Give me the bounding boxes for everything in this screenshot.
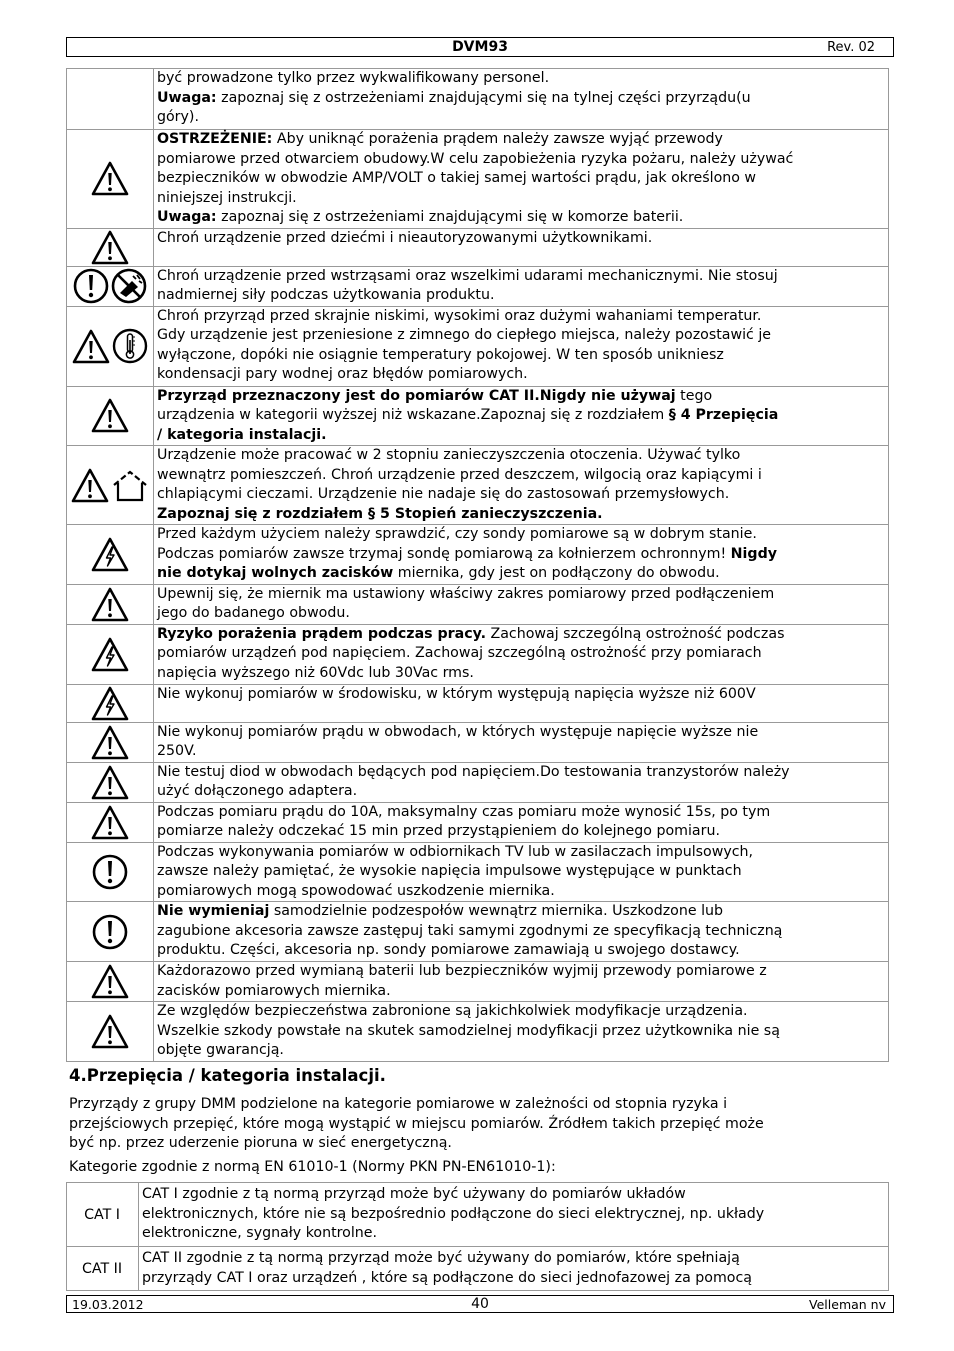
text-run: zapoznaj się z ostrzeżeniami znajdującymi się w komorze baterii.: [216, 209, 684, 225]
warning-line: [157, 664, 884, 684]
warning-line: [157, 189, 884, 209]
text-run: urządzenia w kategorii wyższej niż wskazane.Zapoznaj się z rozdziałem: [157, 407, 669, 423]
warning-line: [157, 644, 884, 664]
text-run: chlapiącymi cieczami. Urządzenie nie nadaje się do zastosowań przemysłowych.: [157, 486, 730, 502]
warning-row: [67, 902, 889, 962]
text-run: zagubione akcesoria zawsze zastępuj taki samymi zgodnymi ze specyfikacją techniczną: [157, 922, 783, 939]
bold-text: Zapoznaj się z rozdziałem § 5 Stopień zanieczyszczenia.: [157, 505, 603, 522]
warning-row: [67, 1002, 889, 1062]
warning-line: [157, 862, 884, 882]
icon-cell: [67, 722, 154, 762]
icon-cell: [67, 762, 154, 802]
bold-text: § 4 Przepięcia: [668, 407, 779, 423]
warning-line: [157, 208, 884, 228]
warning-text: [154, 386, 889, 446]
warning-line: [157, 585, 884, 605]
warning-line: [157, 307, 884, 327]
text-run: Aby uniknąć porażenia prądem należy zawsze wyjąć przewody: [272, 131, 723, 147]
warning-line: [157, 1002, 884, 1022]
text-run: jego do badanego obwodu.: [157, 605, 350, 621]
warning-line: [157, 843, 884, 863]
safety-warnings-table: [66, 68, 889, 1062]
paragraph-line: być np. przez uderzenie pioruna w sieć energetyczną.: [69, 1135, 452, 1151]
category-row: [67, 1247, 889, 1291]
description-line: CAT II zgodnie z tą normą przyrząd może być używany do pomiarów, które spełniają: [142, 1250, 740, 1266]
indoor-use-icon: [110, 477, 150, 493]
warning-line: [157, 267, 884, 287]
warning-line: [157, 130, 884, 150]
bold-text: Ryzyko porażenia prądem podczas pracy.: [157, 625, 486, 642]
bold-text: Uwaga:: [157, 209, 217, 225]
text-run: nadmiernej siły podczas użytkowania produktu.: [157, 287, 495, 303]
text-run: Upewnij się, że miernik ma ustawiony właściwy zakres pomiarowy przed podłączeniem: [157, 585, 775, 602]
category-description: [139, 1247, 889, 1291]
icon-cell: [67, 902, 154, 962]
warning-line: [157, 982, 884, 1002]
warning-line: [157, 466, 884, 486]
warning-line: [157, 108, 884, 128]
text-run: Chroń przyrząd przed skrajnie niskimi, wysokimi oraz dużymi wahaniami temperatur.: [157, 307, 762, 324]
warning-text: [154, 624, 889, 684]
warning-icon: [90, 596, 130, 612]
page-footer: [66, 1295, 894, 1313]
text-run: wyłączone, dopóki nie osiągnie temperatury pokojowej. W ten sposób unikniesz: [157, 346, 724, 363]
warning-text: [154, 130, 889, 229]
warning-row: [67, 762, 889, 802]
text-run: bezpieczników w obwodzie AMP/VOLT o takiej samej wartości prądu, jak określono w: [157, 170, 757, 186]
text-run: pomiarowe przed otwarciem obudowy.W celu zapobieżenia ryzyka pożaru, należy używać: [157, 150, 794, 167]
text-run: Chroń urządzenie przed wstrząsami oraz wszelkimi udarami mechanicznymi. Nie stosuj: [157, 267, 778, 284]
warning-icon: [90, 1023, 130, 1039]
text-run: Gdy urządzenie jest przeniesione z zimnego do ciepłego miejsca, należy pozostawić je: [157, 327, 772, 343]
warning-row: [67, 802, 889, 842]
warning-text: [154, 902, 889, 962]
text-run: Przed każdym użyciem należy sprawdzić, czy sondy pomiarowe są w dobrym stanie.: [157, 526, 757, 542]
bold-text: / kategoria instalacji.: [157, 426, 327, 443]
text-run: zacisków pomiarowych miernika.: [157, 982, 391, 999]
text-run: Każdorazowo przed wymianą baterii lub bezpieczników wyjmij przewody pomiarowe z: [157, 963, 767, 979]
text-run: zapoznaj się z ostrzeżeniami znajdującymi się na tylnej części przyrządu(u: [216, 89, 751, 106]
warning-row: [67, 446, 889, 525]
warning-text: [154, 1002, 889, 1062]
description-line: elektronicznych, które nie są bezpośrednio podłączone do sieci elektrycznej, np. układy: [142, 1205, 765, 1222]
warning-row: [67, 130, 889, 229]
warning-text: [154, 525, 889, 585]
warning-row: [67, 684, 889, 722]
warning-row: [67, 584, 889, 624]
caution-icon: [91, 924, 129, 940]
warning-line: [157, 505, 884, 525]
category-row: [67, 1183, 889, 1247]
warning-row: [67, 69, 889, 130]
warning-line: [157, 902, 884, 922]
footer-brand: Velleman nv: [809, 1297, 886, 1312]
text-run: tego: [675, 387, 713, 404]
warning-line: [157, 525, 884, 545]
warning-text: [154, 306, 889, 386]
text-run: Nie wykonuj pomiarów w środowisku, w którym występują napięcia wyższe niż 600V: [157, 685, 756, 702]
warning-line: [157, 229, 884, 249]
text-run: użyć dołączonego adaptera.: [157, 783, 358, 799]
icon-cell: [67, 1002, 154, 1062]
category-label: CAT II: [67, 1247, 139, 1291]
text-run: być prowadzone tylko przez wykwalifikowany personel.: [157, 70, 550, 86]
warning-row: [67, 266, 889, 306]
warning-icon: [90, 814, 130, 830]
page-header: [66, 37, 894, 57]
warning-line: [157, 685, 884, 705]
warning-text: [154, 446, 889, 525]
warning-line: [157, 446, 884, 466]
warning-row: [67, 228, 889, 266]
warning-line: [157, 387, 884, 407]
revision-label: Rev. 02: [827, 40, 875, 55]
text-run: pomiarze należy odczekać 15 min przed przystąpieniem do kolejnego pomiaru.: [157, 823, 720, 839]
section-intro-paragraph: [69, 1095, 889, 1154]
warning-icon: [71, 338, 111, 354]
icon-cell: [67, 684, 154, 722]
warning-text: [154, 584, 889, 624]
text-run: zawsze należy pamiętać, że wysokie napięcia impulsowe występujące w punktach: [157, 863, 742, 879]
warning-line: [157, 962, 884, 982]
description-line: CAT I zgodnie z tą normą przyrząd może być używany do pomiarów układów: [142, 1186, 686, 1202]
warning-icon: [90, 774, 130, 790]
text-run: wewnątrz pomieszczeń. Chroń urządzenie przed deszczem, wilgocią oraz kapiącymi i: [157, 466, 762, 483]
warning-line: [157, 822, 884, 842]
icon-cell: [67, 69, 154, 130]
text-run: Nie wykonuj pomiarów prądu w obwodach, w których występuje napięcie wyższe nie: [157, 723, 759, 740]
warning-line: [157, 89, 884, 109]
warning-row: [67, 722, 889, 762]
warning-row: [67, 306, 889, 386]
section-heading: 4.Przepięcia / kategoria instalacji.: [69, 1066, 386, 1085]
warning-row: [67, 386, 889, 446]
thermometer-icon: [111, 338, 149, 354]
text-run: objęte gwarancją.: [157, 1042, 284, 1058]
warning-line: [157, 723, 884, 743]
warning-line: [157, 922, 884, 942]
text-run: napięcia wyższego niż 60Vdc lub 30Vac rms.: [157, 664, 474, 681]
warning-row: [67, 842, 889, 902]
warning-line: [157, 346, 884, 366]
bold-text: Nigdy: [730, 545, 777, 562]
text-run: góry).: [157, 109, 199, 125]
paragraph-line: Przyrządy z grupy DMM podzielone na kategorie pomiarowe w zależności od stopnia ryzyka i: [69, 1096, 728, 1112]
text-run: Chroń urządzenie przed dziećmi i nieautoryzowanymi użytkownikami.: [157, 229, 653, 246]
text-run: Podczas wykonywania pomiarów w odbiornikach TV lub w zasilaczach impulsowych,: [157, 843, 754, 860]
icon-cell: [67, 802, 154, 842]
warning-icon: [90, 408, 130, 424]
bold-text: Przyrząd przeznaczony jest do pomiarów CAT II.Nigdy nie używaj: [157, 387, 676, 404]
warning-text: [154, 962, 889, 1002]
warning-row: [67, 962, 889, 1002]
text-run: pomiarowych mogą spowodować uszkodzenie miernika.: [157, 882, 555, 899]
caution-icon: [72, 278, 110, 294]
bold-text: nie dotykaj wolnych zacisków: [157, 565, 394, 581]
warning-line: [157, 941, 884, 961]
text-run: 250V.: [157, 743, 197, 759]
footer-date: 19.03.2012: [72, 1297, 144, 1312]
warning-line: [157, 782, 884, 802]
text-run: samodzielnie podzespołów wewnątrz miernika. Uszkodzone lub: [269, 903, 724, 919]
text-run: produktu. Części, akcesoria np. sondy pomiarowe zamawiają u swojego dostawcy.: [157, 942, 740, 958]
icon-cell: [67, 962, 154, 1002]
text-run: Nie testuj diod w obwodach będących pod napięciem.Do testowania tranzystorów należy: [157, 763, 790, 780]
high-voltage-icon: [90, 546, 130, 562]
text-run: Urządzenie może pracować w 2 stopniu zanieczyszczenia otoczenia. Używać tylko: [157, 447, 741, 463]
icon-cell: [67, 266, 154, 306]
text-run: Podczas pomiaru prądu do 10A, maksymalny czas pomiaru może wynosić 15s, po tym: [157, 803, 771, 820]
warning-line: [157, 742, 884, 762]
warning-line: [157, 882, 884, 902]
bold-text: Nie wymieniaj: [157, 903, 270, 919]
warning-icon: [90, 974, 130, 990]
warning-row: [67, 624, 889, 684]
warning-line: [157, 485, 884, 505]
icon-cell: [67, 525, 154, 585]
icon-cell: [67, 842, 154, 902]
warning-icon: [70, 477, 110, 493]
warning-text: [154, 842, 889, 902]
description-line: przyrządy CAT I oraz urządzeń , które są podłączone do sieci jednofazowej za pomocą: [142, 1269, 752, 1286]
warning-line: [157, 426, 884, 446]
text-run: Wszelkie szkody powstałe na skutek samodzielnej modyfikacji przez użytkownika nie są: [157, 1022, 780, 1039]
warning-line: [157, 564, 884, 584]
warning-line: [157, 365, 884, 385]
warning-line: [157, 604, 884, 624]
warning-text: [154, 722, 889, 762]
icon-cell: [67, 130, 154, 229]
text-run: niniejszej instrukcji.: [157, 189, 297, 206]
text-run: pomiarów urządzeń pod napięciem. Zachowaj szczególną ostrożność przy pomiarach: [157, 645, 762, 661]
categories-table: [66, 1182, 889, 1291]
warning-icon: [90, 239, 130, 255]
warning-line: [157, 803, 884, 823]
warning-text: [154, 802, 889, 842]
warning-icon: [90, 171, 130, 187]
warning-line: [157, 150, 884, 170]
warning-text: [154, 762, 889, 802]
warning-row: [67, 525, 889, 585]
warning-text: [154, 266, 889, 306]
warning-text: [154, 684, 889, 722]
icon-cell: [67, 446, 154, 525]
warning-line: [157, 763, 884, 783]
warning-line: [157, 625, 884, 645]
warning-line: [157, 1041, 884, 1061]
icon-cell: [67, 228, 154, 266]
icon-cell: [67, 306, 154, 386]
warning-text: [154, 69, 889, 130]
warning-line: [157, 169, 884, 189]
page-number: 40: [471, 1296, 489, 1312]
warning-line: [157, 286, 884, 306]
warning-icon: [90, 734, 130, 750]
warning-line: [157, 545, 884, 565]
warning-line: [157, 69, 884, 89]
category-description: [139, 1183, 889, 1247]
document-title: DVM93: [452, 39, 508, 55]
bold-text: Uwaga:: [157, 89, 217, 106]
text-run: kondensacji pary wodnej oraz błędów pomiarowych.: [157, 366, 528, 382]
icon-cell: [67, 624, 154, 684]
warning-line: [157, 1022, 884, 1042]
categories-intro: Kategorie zgodnie z normą EN 61010-1 (Normy PKN PN-EN61010-1):: [69, 1159, 556, 1175]
warning-line: [157, 326, 884, 346]
icon-cell: [67, 386, 154, 446]
text-run: Podczas pomiarów zawsze trzymaj sondę pomiarową za kołnierzem ochronnym!: [157, 545, 731, 562]
text-run: Ze względów bezpieczeństwa zabronione są jakichkolwiek modyfikacje urządzenia.: [157, 1003, 748, 1019]
warning-text: [154, 228, 889, 266]
category-label: CAT I: [67, 1183, 139, 1247]
paragraph-line: przejściowych przepięć, które mogą wystąpić w miejscu pomiarów. Źródłem takich przepięć może: [69, 1115, 764, 1132]
caution-icon: [91, 864, 129, 880]
text-run: miernika, gdy jest on podłączony do obwodu.: [393, 565, 720, 581]
warning-line: [157, 406, 884, 426]
text-run: Zachowaj szczególną ostrożność podczas: [486, 625, 785, 642]
high-voltage-icon: [90, 695, 130, 711]
bold-text: OSTRZEŻENIE:: [157, 131, 273, 147]
high-voltage-icon: [90, 646, 130, 662]
icon-cell: [67, 584, 154, 624]
description-line: elektroniczne, sygnały kontrolne.: [142, 1225, 378, 1241]
no-shock-icon: [110, 278, 148, 294]
